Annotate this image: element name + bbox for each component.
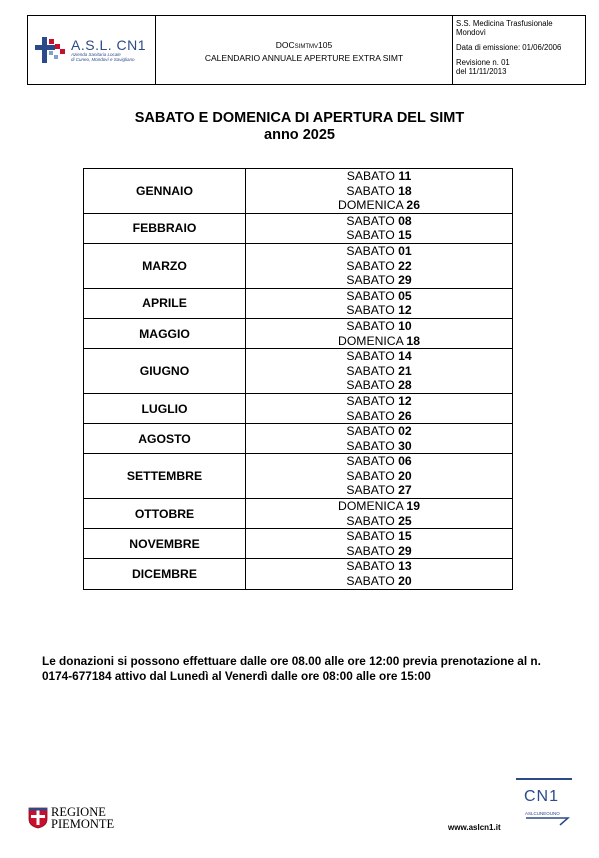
month-cell: DICEMBRE: [84, 559, 246, 589]
page-subtitle-year: anno 2025: [264, 127, 335, 143]
doc-code: DOCSIMTMV105: [275, 40, 333, 50]
asl-logo: [28, 16, 156, 84]
table-row: [84, 454, 513, 499]
days-cell: [246, 288, 513, 318]
cn1-logo-sub: ASLCUNEOUNO: [525, 811, 560, 816]
cn1-logo-text: CN1: [524, 788, 560, 805]
table-row: [84, 499, 513, 529]
opening-day: SABATO 06: [346, 454, 412, 469]
opening-day: DOMENICA 18: [338, 333, 420, 348]
piemonte-label: PIEMONTE: [51, 817, 115, 831]
logo-sub-1: Azienda Sanitaria Locale: [71, 52, 121, 57]
opening-day: SABATO 14: [346, 349, 412, 364]
month-cell: GENNAIO: [84, 169, 246, 214]
opening-day: SABATO 02: [346, 424, 412, 439]
table-row: [84, 318, 513, 348]
opening-day: SABATO 29: [346, 543, 412, 558]
opening-day: SABATO 20: [346, 468, 412, 483]
doc-title: CALENDARIO ANNUALE APERTURE EXTRA SIMT: [204, 53, 404, 63]
days-cell: [246, 454, 513, 499]
opening-day: SABATO 30: [346, 438, 412, 453]
note-line-1: Le donazioni si possono effettuare dalle ore 08.00 alle ore 12:00 previa prenotazione al n.: [42, 654, 541, 668]
opening-day: DOMENICA 26: [338, 198, 420, 213]
opening-day: SABATO 08: [346, 213, 412, 228]
opening-day: SABATO 25: [346, 513, 412, 528]
opening-day: SABATO 15: [346, 529, 412, 544]
doc-info: [156, 16, 453, 84]
opening-day: SABATO 15: [346, 228, 412, 243]
month-cell: GIUGNO: [84, 349, 246, 394]
document-header: [27, 15, 586, 85]
month-cell: AGOSTO: [84, 424, 246, 454]
table-row: [84, 559, 513, 589]
logo-sub-2: di Cuneo, Mondovì e Savigliano: [71, 57, 135, 62]
month-cell: FEBBRAIO: [84, 213, 246, 243]
opening-day: SABATO 11: [346, 169, 412, 183]
unit-name: S.S. Medicina Trasfusionale: [456, 19, 553, 28]
days-cell: [246, 424, 513, 454]
opening-day: SABATO 13: [346, 559, 412, 574]
table-row: [84, 243, 513, 288]
note-line-2: 0174-677184 attivo dal Lunedì al Venerdì dalle ore 08:00 alle ore 15:00: [42, 668, 431, 683]
month-cell: SETTEMBRE: [84, 454, 246, 499]
unit-location: Mondovì: [456, 28, 486, 37]
revision-number: Revisione n. 01: [456, 58, 510, 67]
regione-piemonte-logo: [28, 806, 114, 830]
days-cell: [246, 393, 513, 423]
website-link[interactable]: www.aslcn1.it: [448, 823, 501, 832]
opening-day: SABATO 05: [346, 288, 412, 303]
opening-day: SABATO 01: [346, 243, 412, 258]
days-cell: [246, 213, 513, 243]
days-cell: [246, 243, 513, 288]
opening-day: SABATO 12: [346, 393, 412, 408]
donation-note: [42, 654, 572, 683]
opening-day: SABATO 18: [346, 183, 412, 198]
month-cell: APRILE: [84, 288, 246, 318]
speech-bubble-icon: [516, 778, 572, 830]
table-row: [84, 288, 513, 318]
month-cell: LUGLIO: [84, 393, 246, 423]
month-cell: NOVEMBRE: [84, 529, 246, 559]
revision-date: del 11/11/2013: [456, 67, 507, 76]
month-cell: MARZO: [84, 243, 246, 288]
emission-date: Data di emissione: 01/06/2006: [456, 43, 562, 52]
table-row: [84, 529, 513, 559]
month-cell: OTTOBRE: [84, 499, 246, 529]
days-cell: [246, 529, 513, 559]
opening-day: SABATO 10: [346, 318, 412, 333]
days-cell: [246, 349, 513, 394]
table-row: [84, 169, 513, 214]
days-cell: [246, 318, 513, 348]
table-row: [84, 424, 513, 454]
opening-day: SABATO 21: [346, 363, 412, 378]
opening-day: SABATO 26: [346, 408, 412, 423]
opening-day: SABATO 20: [346, 574, 412, 589]
opening-day: SABATO 27: [346, 483, 412, 498]
table-row: [84, 393, 513, 423]
table-row: [84, 213, 513, 243]
logo-name: A.S.L. CN1: [71, 37, 147, 53]
opening-day: SABATO 12: [346, 303, 412, 318]
month-cell: MAGGIO: [84, 318, 246, 348]
aslcn1-logo: [516, 778, 572, 830]
opening-day: DOMENICA 19: [338, 499, 420, 514]
opening-day: SABATO 22: [346, 258, 412, 273]
page-title: SABATO E DOMENICA DI APERTURA DEL SIMT: [134, 110, 465, 126]
days-cell: [246, 499, 513, 529]
opening-day: SABATO 28: [346, 378, 412, 393]
asl-cross-logo-icon: [34, 35, 68, 65]
piemonte-shield-icon: [28, 807, 48, 829]
opening-calendar-table: [83, 168, 513, 590]
days-cell: [246, 559, 513, 589]
doc-meta: [453, 16, 585, 84]
table-row: [84, 349, 513, 394]
opening-day: SABATO 29: [346, 273, 412, 288]
days-cell: [246, 169, 513, 214]
regione-label: REGIONE: [51, 805, 106, 819]
